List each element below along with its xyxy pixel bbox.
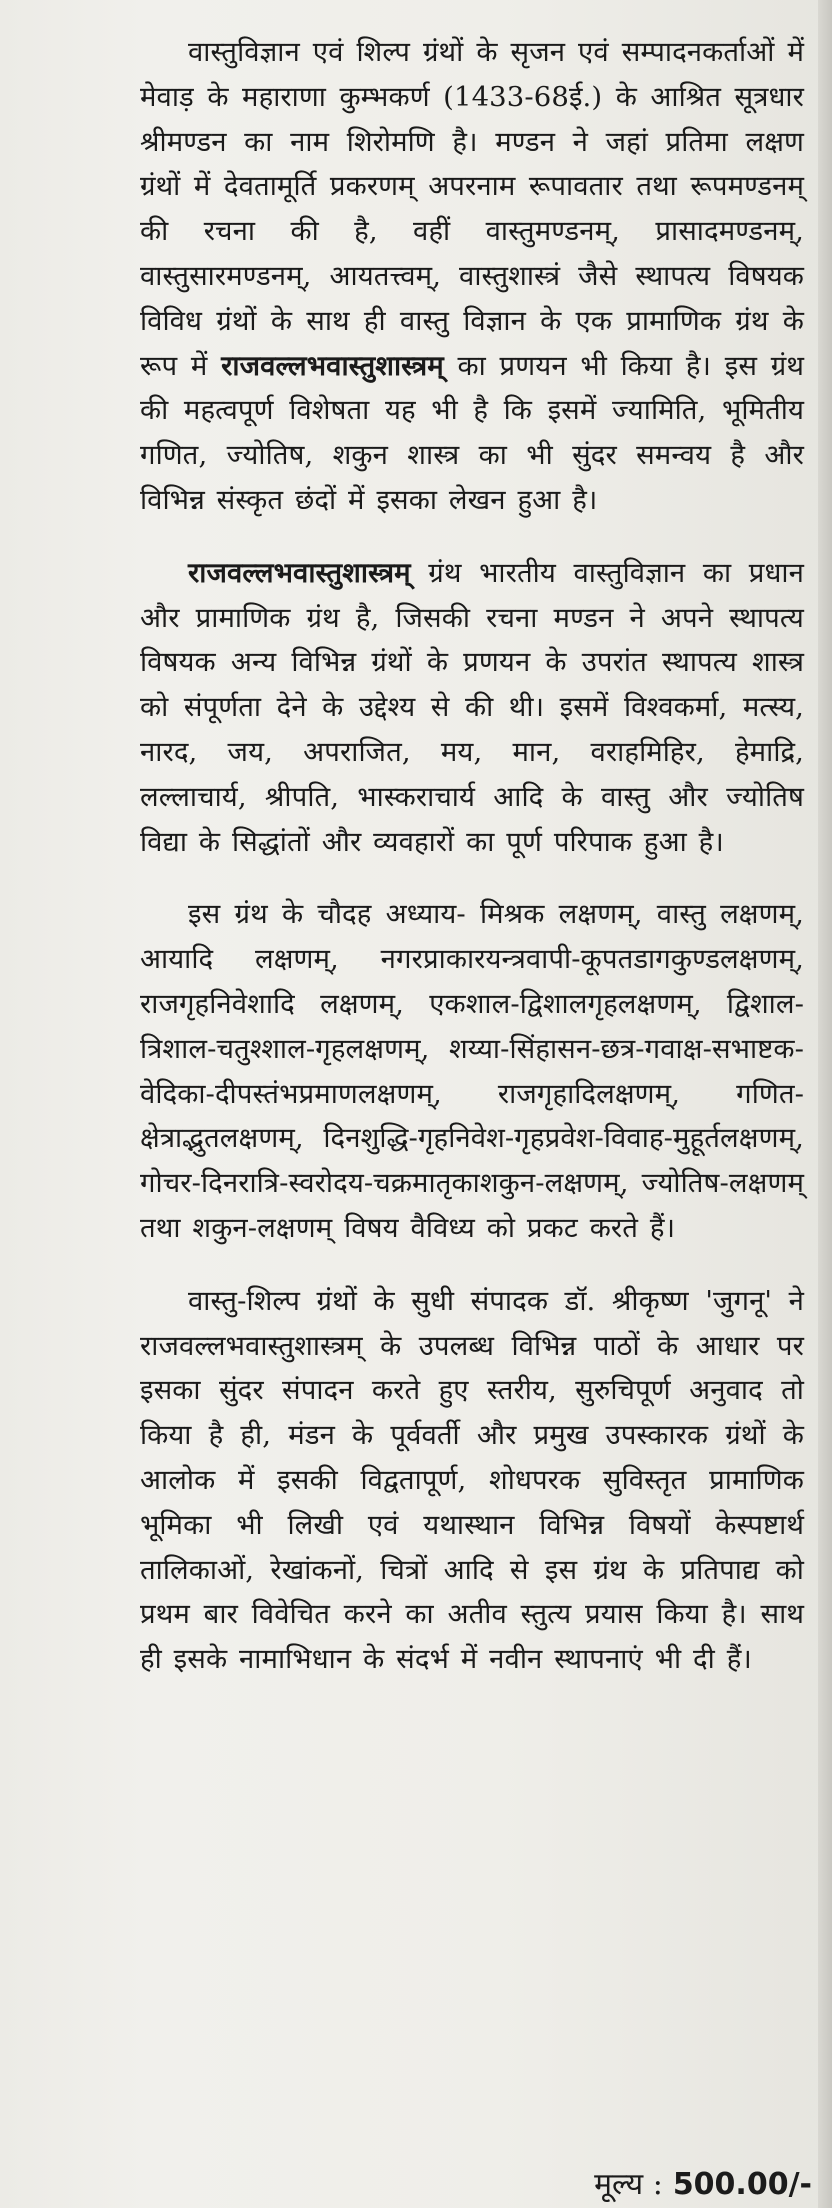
paragraph-2 (140, 551, 804, 865)
paragraph-3 (140, 892, 804, 1250)
paragraph-2-rest: ग्रंथ भारतीय वास्तुविज्ञान का प्रधान और प्रामाणिक ग्रंथ है, जिसकी रचना मण्डन ने अपने स्थापत्य विषयक अन्य विभिन्न ग्रंथों के प्रणयन के उपरांत स्थापत्य शास्त्र को संपूर्णता देने के उद्देश्य से की थी। इसमें विश्वकर्मा, मत्स्य, नारद, जय, अपराजित, मय, मान, वराहमिहिर, हेमाद्रि, लल्लाचार्य, श्रीपति, भास्कराचार्य आदि के वास्तु और ज्योतिष विद्या के सिद्धांतों और व्यवहारों का पूर्ण परिपाक हुआ है। (140, 556, 804, 858)
paragraph-1-rest: का प्रणयन भी किया है। इस ग्रंथ की महत्वपूर्ण विशेषता यह भी है कि इसमें ज्यामिति, भूमितीय गणित, ज्योतिष, शकुन शास्त्र का भी सुंदर समन्वय है और विभिन्न संस्कृत छंदों में इसका लेखन हुआ है। (140, 349, 804, 516)
paragraph-1 (140, 30, 804, 523)
paragraph-4-text: वास्तु-शिल्प ग्रंथों के सुधी संपादक डॉ. श्रीकृष्ण 'जुगनू' ने राजवल्लभवास्तुशास्त्रम् के उपलब्ध विभिन्न पाठों के आधार पर इसका सुंदर संपादन करते हुए स्तरीय, सुरुचिपूर्ण अनुवाद तो किया है ही, मंडन के पूर्ववर्ती और प्रमुख उपस्कारक ग्रंथों के आलोक में इसकी विद्वतापूर्ण, शोधपरक सुविस्तृत प्रामाणिक भूमिका भी लिखी एवं यथास्थान विभिन्न विषयों केस्पष्टार्थ तालिकाओं, रेखांकनों, चित्रों आदि से इस ग्रंथ के प्रतिपाद्य को प्रथम बार विवेचित करने का अतीव स्तुत्य प्रयास किया है। साथ ही इसके नामाभिधान के संदर्भ में नवीन स्थापनाएं भी दी हैं। (140, 1284, 804, 1676)
description-text (140, 30, 804, 1710)
page-edge (818, 0, 832, 2208)
paragraph-1-intro: वास्तुविज्ञान एवं शिल्प ग्रंथों के सृजन एवं सम्पादनकर्ताओं में मेवाड़ के महाराणा कुम्भकर्ण (1433-68ई.) के आश्रित सूत्रधार श्रीमण्डन का नाम शिरोमणि है। मण्डन ने जहां प्रतिमा लक्षण ग्रंथों में देवतामूर्ति प्रकरणम् अपरनाम रूपावतार तथा रूपमण्डनम् की रचना की है, वहीं वास्तुमण्डनम्, प्रासादमण्डनम्, वास्तुसारमण्डनम्, आयतत्त्वम्, वास्तुशास्त्रं जैसे स्थापत्य विषयक विविध ग्रंथों के साथ ही वास्तु विज्ञान के एक प्रामाणिक ग्रंथ के रूप में (140, 36, 804, 382)
paragraph-4 (140, 1279, 804, 1682)
book-title-emphasis: राजवल्लभवास्तुशास्त्रम् (221, 349, 444, 382)
book-title-emphasis: राजवल्लभवास्तुशास्त्रम् (188, 556, 411, 589)
price-label: मूल्य : (594, 2167, 663, 2202)
price-tag (594, 2162, 812, 2203)
paragraph-3-text: इस ग्रंथ के चौदह अध्याय- मिश्रक लक्षणम्, वास्तु लक्षणम्, आयादि लक्षणम्, नगरप्राकारयन्त्रवापी-कूपतडागकुण्डलक्षणम्, राजगृहनिवेशादि लक्षणम्, एकशाल-द्विशालगृहलक्षणम्, द्विशाल-त्रिशाल-चतुश्शाल-गृहलक्षणम्, शय्या-सिंहासन-छत्र-गवाक्ष-सभाष्टक-वेदिका-दीपस्तंभप्रमाणलक्षणम्, राजगृहादिलक्षणम्, गणित-क्षेत्राद्भुतलक्षणम्, दिनशुद्धि-गृहनिवेश-गृहप्रवेश-विवाह-मुहूर्तलक्षणम्, गोचर-दिनरात्रि-स्वरोदय-चक्रमातृकाशकुन-लक्षणम्, ज्योतिष-लक्षणम् तथा शकुन-लक्षणम् विषय वैविध्य को प्रकट करते हैं। (140, 898, 804, 1244)
price-value: 500.00/- (672, 2167, 812, 2202)
